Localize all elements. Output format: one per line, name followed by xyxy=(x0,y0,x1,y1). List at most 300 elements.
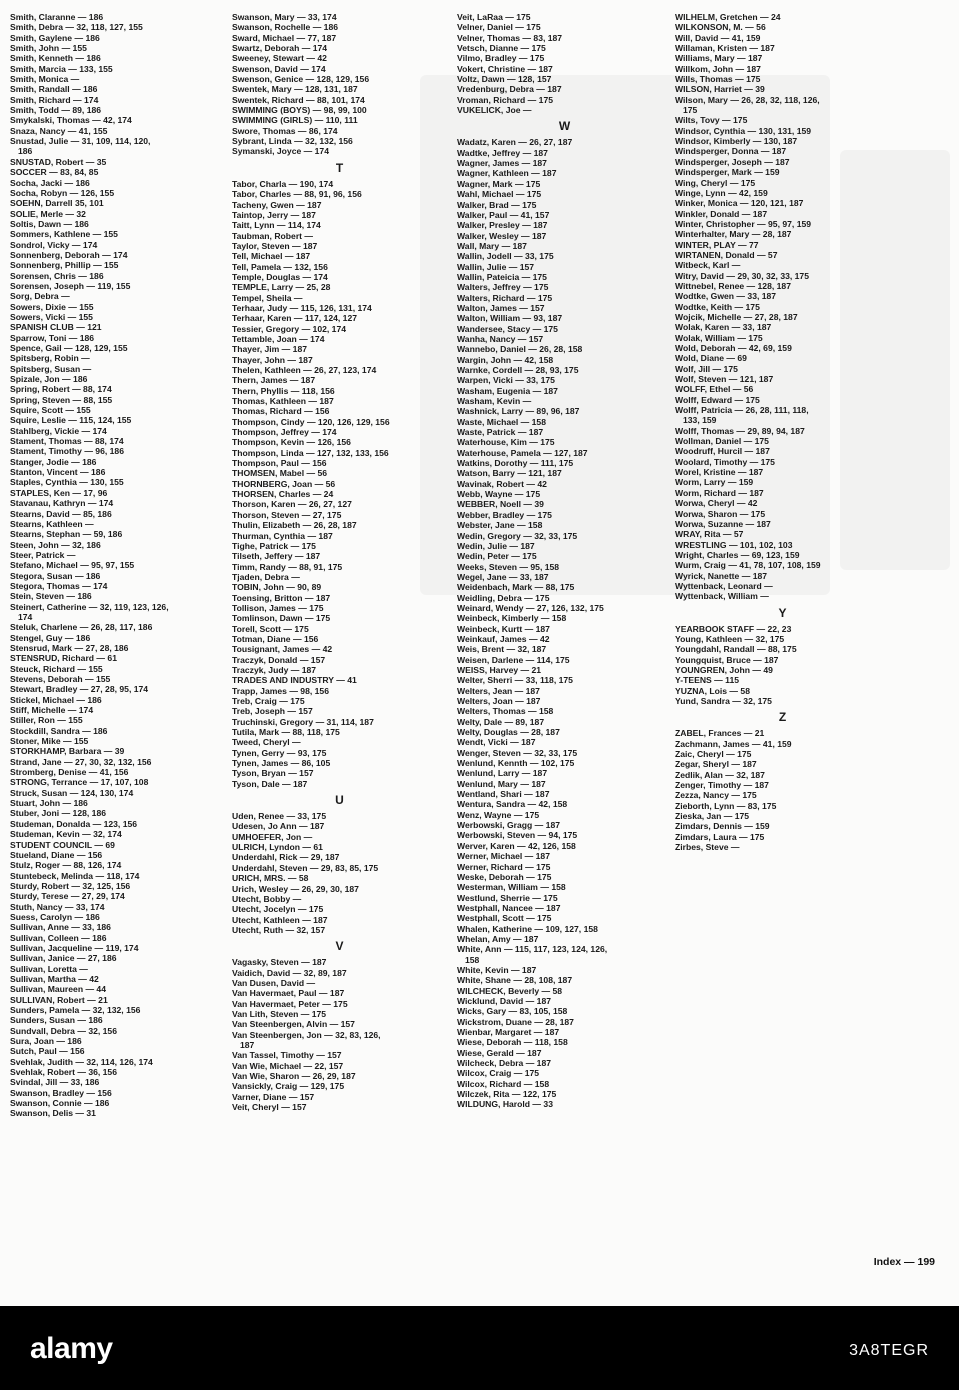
index-entry: Waterhouse, Pamela — 127, 187 xyxy=(457,447,588,458)
index-entry: Soltis, Dawn — 186 xyxy=(10,218,89,229)
index-entry: Welty, Dale — 89, 187 xyxy=(457,716,545,727)
index-entry: Wenger, Steven — 32, 33, 175 xyxy=(457,747,578,758)
index-entry: Swanson, Delis — 31 xyxy=(10,1108,96,1119)
index-entry: Velner, Thomas — 83, 187 xyxy=(457,32,563,43)
index-entry: Sura, Joan — 186 xyxy=(10,1036,82,1047)
index-entry: Wolak, Karen — 33, 187 xyxy=(675,322,772,333)
index-entry: Terhaar, Judy — 115, 126, 131, 174 xyxy=(232,302,372,313)
index-entry: Weinkauf, James — 42 xyxy=(457,633,550,644)
index-entry: Wills, Thomas — 175 xyxy=(675,74,761,85)
index-entry: Taylor, Steven — 187 xyxy=(232,240,318,251)
index-entry: Spring, Steven — 88, 155 xyxy=(10,394,113,405)
index-entry: Snustad, Julie — 31, 109, 114, 120, xyxy=(10,136,151,147)
index-entry: Webster, Jane — 158 xyxy=(457,520,543,531)
index-entry: Stefano, Michael — 95, 97, 155 xyxy=(10,560,135,571)
index-entry: UMHOEFER, Jon — xyxy=(232,831,313,842)
index-entry: SWIMMING (BOYS) — 98, 99, 100 xyxy=(232,105,367,116)
index-entry: Thurman, Cynthia — 187 xyxy=(232,530,333,541)
index-entry-continuation: 133, 159 xyxy=(683,415,717,426)
index-entry: Smith, Gaylene — 186 xyxy=(10,32,100,43)
index-entry: Washnick, Larry — 89, 96, 187 xyxy=(457,406,580,417)
index-column-1 xyxy=(10,12,225,1119)
index-entry: ULRICH, Lyndon — 61 xyxy=(232,842,323,853)
index-entry: Stiller, Ron — 155 xyxy=(10,715,83,726)
index-entry: SNUSTAD, Robert — 35 xyxy=(10,156,107,167)
index-entry: Stuntebeck, Melinda — 118, 174 xyxy=(10,870,140,881)
index-entry: Stockdill, Sandra — 186 xyxy=(10,725,108,736)
index-entry: Whelan, Amy — 187 xyxy=(457,933,539,944)
index-entry: Woolard, Timothy — 175 xyxy=(675,456,775,467)
index-column-2 xyxy=(232,12,447,1112)
index-entry: Windsperger, Joseph — 187 xyxy=(675,156,790,167)
index-entry: Smith, Todd — 89, 186 xyxy=(10,105,102,116)
index-entry: Socha, Robyn — 126, 155 xyxy=(10,187,115,198)
index-entry: Stoner, Mike — 155 xyxy=(10,736,89,747)
index-entry: Woodruff, Hurcil — 187 xyxy=(675,446,770,457)
index-entry-continuation: 158 xyxy=(465,954,480,965)
index-entry: Stahlberg, Vickie — 174 xyxy=(10,425,107,436)
section-letter-heading: U xyxy=(335,793,344,808)
index-entry: Thayer, John — 187 xyxy=(232,354,313,365)
index-entry-continuation: 175 xyxy=(683,105,698,116)
index-entry: Sowers, Dixie — 155 xyxy=(10,301,94,312)
index-entry: Williams, Mary — 187 xyxy=(675,53,763,64)
index-entry: Worwa, Sharon — 175 xyxy=(675,508,766,519)
index-entry: Tabor, Charla — 190, 174 xyxy=(232,178,334,189)
index-entry: Tutila, Mark — 88, 118, 175 xyxy=(232,727,340,738)
index-entry: Timm, Randy — 88, 91, 175 xyxy=(232,561,343,572)
index-entry: Wicklund, David — 187 xyxy=(457,995,552,1006)
index-entry: Thayer, Jim — 187 xyxy=(232,344,307,355)
index-entry: Walters, Jeffrey — 175 xyxy=(457,282,549,293)
index-entry: Smykalski, Thomas — 42, 174 xyxy=(10,115,132,126)
index-entry: Wing, Cheryl — 175 xyxy=(675,177,756,188)
index-entry: Vredenburg, Debra — 187 xyxy=(457,84,562,95)
index-entry: Uden, Renee — 33, 175 xyxy=(232,811,327,822)
index-entry: Svehlak, Robert — 36, 156 xyxy=(10,1067,117,1078)
index-entry: WILCHECK, Beverly — 58 xyxy=(457,985,563,996)
index-entry: Tettamble, Joan — 174 xyxy=(232,333,325,344)
index-entry: Winker, Monica — 120, 121, 187 xyxy=(675,198,804,209)
index-entry: Wienbar, Margaret — 187 xyxy=(457,1027,560,1037)
index-entry: Voltz, Dawn — 128, 157 xyxy=(457,74,552,85)
index-entry: TEMPLE, Larry — 25, 28 xyxy=(232,282,331,293)
index-entry: Stulz, Roger — 88, 126, 174 xyxy=(10,860,122,871)
index-entry: Will, David — 41, 159 xyxy=(675,32,761,43)
index-entry: Stickel, Michael — 186 xyxy=(10,694,102,705)
index-entry: Zimdars, Dennis — 159 xyxy=(675,821,770,832)
index-entry: Swenson, Genice — 128, 129, 156 xyxy=(232,74,370,85)
index-entry: Zieska, Jan — 175 xyxy=(675,811,750,822)
index-entry: Suess, Carolyn — 186 xyxy=(10,911,100,922)
index-entry: Thompson, Jeffrey — 174 xyxy=(232,427,337,438)
index-entry: Treb, Craig — 175 xyxy=(232,696,305,706)
index-entry: VUKELICK, Joe — xyxy=(457,105,532,116)
index-entry: WOLFF, Ethel — 56 xyxy=(675,384,754,395)
index-entry: Smith, Claranne — 186 xyxy=(10,12,104,22)
index-entry: Sullivan, Loretta — xyxy=(10,963,88,974)
index-entry: Sullivan, Colleen — 186 xyxy=(10,932,107,943)
index-entry: Sunders, Susan — 186 xyxy=(10,1015,103,1026)
index-entry: Spizale, Jon — 186 xyxy=(10,374,88,385)
index-entry: WEISS, Harvey — 21 xyxy=(457,664,542,675)
index-entry: Terhaar, Karen — 117, 124, 127 xyxy=(232,313,358,324)
index-entry: Sullivan, Martha — 42 xyxy=(10,973,99,984)
index-entry: STORKHAMP, Barbara — 39 xyxy=(10,746,125,757)
index-entry: Weinard, Wendy — 27, 126, 132, 175 xyxy=(457,602,604,613)
index-entry: Smith, Monica — xyxy=(10,74,80,85)
index-entry: Weske, Deborah — 175 xyxy=(457,871,552,882)
index-entry: Steluk, Charlene — 26, 28, 117, 186 xyxy=(10,622,153,633)
index-entry: Wargin, John — 42, 158 xyxy=(457,354,554,365)
section-letter-heading: V xyxy=(335,939,344,954)
index-entry: Y-TEENS — 115 xyxy=(675,675,740,686)
index-entry: Worwa, Suzanne — 187 xyxy=(675,518,771,529)
index-entry: WILKONSON, M. — 56 xyxy=(675,22,766,33)
index-entry: Stewart, Bradley — 27, 28, 95, 174 xyxy=(10,684,149,695)
index-entry: Wyrick, Nanette — 187 xyxy=(675,570,768,581)
index-entry: THOMSEN, Mabel — 56 xyxy=(232,468,328,479)
index-entry: URICH, MRS. — 58 xyxy=(232,873,309,884)
index-entry: SOEHN, Darrell 35, 101 xyxy=(10,198,104,209)
index-entry: Snaza, Nancy — 41, 155 xyxy=(10,125,108,136)
index-entry: Squire, Scott — 155 xyxy=(10,405,91,416)
index-entry: Van Wie, Sharon — 26, 29, 187 xyxy=(232,1071,356,1081)
index-entry: Svehlak, Judith — 32, 114, 126, 174 xyxy=(10,1056,153,1067)
index-entry: SOLIE, Merle — 32 xyxy=(10,208,86,219)
index-entry: Sorensen, Chris — 186 xyxy=(10,270,104,281)
index-entry: Smith, Richard — 174 xyxy=(10,94,99,105)
index-entry: Waste, Patrick — 187 xyxy=(457,427,544,438)
index-entry: Vroman, Richard — 175 xyxy=(457,94,553,105)
index-entry: Wilcox, Craig — 175 xyxy=(457,1068,540,1079)
index-entry: Steinert, Catherine — 32, 119, 123, 126, xyxy=(10,601,169,612)
index-entry: Webber, Bradley — 175 xyxy=(457,509,552,520)
index-entry: Spring, Robert — 88, 174 xyxy=(10,384,112,395)
index-entry: Trapp, James — 98, 156 xyxy=(232,685,329,696)
index-entry: Veit, Cheryl — 157 xyxy=(232,1102,307,1113)
index-entry: Spitsberg, Robin — xyxy=(10,353,90,364)
index-entry: Wadatz, Karen — 26, 27, 187 xyxy=(457,137,573,148)
index-entry: Youngdahl, Randall — 88, 175 xyxy=(675,644,797,655)
index-entry: Symanski, Joyce — 174 xyxy=(232,146,329,157)
index-entry: Weinbeck, Kimberly — 158 xyxy=(457,613,567,624)
index-entry: Wolff, Edward — 175 xyxy=(675,394,760,405)
index-entry: Wiese, Gerald — 187 xyxy=(457,1047,542,1058)
index-entry: Van Dusen, David — xyxy=(232,977,316,988)
index-entry: Van Wie, Michael — 22, 157 xyxy=(232,1060,344,1071)
index-entry: Werner, Richard — 175 xyxy=(457,861,551,872)
index-entry: Swentek, Mary — 128, 131, 187 xyxy=(232,84,358,95)
index-entry: Urich, Wesley — 26, 29, 30, 187 xyxy=(232,883,359,894)
index-entry: STENSRUD, Richard — 61 xyxy=(10,653,117,664)
index-entry: Sutch, Paul — 156 xyxy=(10,1046,85,1057)
index-entry: Walker, Wesley — 187 xyxy=(457,230,547,241)
index-entry: Weidenbach, Mark — 88, 175 xyxy=(457,582,575,593)
index-entry: THORSEN, Charles — 24 xyxy=(232,489,334,500)
index-entry: Sybrant, Linda — 32, 132, 156 xyxy=(232,136,353,147)
index-entry: Wentura, Sandra — 42, 158 xyxy=(457,799,568,810)
index-entry: Stromberg, Denise — 41, 156 xyxy=(10,767,129,778)
index-entry: Washam, Eugenia — 187 xyxy=(457,385,558,396)
index-entry: SOCCER — 83, 84, 85 xyxy=(10,167,99,178)
index-entry: Zezza, Nancy — 175 xyxy=(675,790,757,801)
index-entry: Wolak, William — 175 xyxy=(675,332,763,343)
index-entry: Thompson, Kevin — 126, 156 xyxy=(232,437,351,448)
index-entry: Tousignant, James — 42 xyxy=(232,644,333,655)
index-entry: Wegel, Jane — 33, 187 xyxy=(457,571,549,582)
index-entry: Tollison, James — 175 xyxy=(232,602,324,613)
index-entry: Tempel, Sheila — xyxy=(232,292,303,303)
index-entry: Westerman, William — 158 xyxy=(457,882,566,893)
index-entry: Warnke, Cordell — 28, 93, 175 xyxy=(457,365,579,375)
index-entry: YOUNGREN, John — 49 xyxy=(675,664,773,675)
index-entry: Van Steenbergen, Jon — 32, 83, 126, xyxy=(232,1029,381,1040)
index-entry: Sullivan, Jacqueline — 119, 174 xyxy=(10,942,139,953)
index-entry: Webb, Wayne — 175 xyxy=(457,489,541,500)
index-entry: WIRTANEN, Donald — 57 xyxy=(675,249,778,260)
index-entry: TOBIN, John — 90, 89 xyxy=(232,582,322,593)
index-entry: Sunders, Pamela — 32, 132, 156 xyxy=(10,1005,141,1015)
index-entry: Wanha, Nancy — 157 xyxy=(457,333,544,344)
index-entry: Worm, Richard — 187 xyxy=(675,487,764,498)
index-entry: Stearns, Stephan — 59, 186 xyxy=(10,529,123,540)
index-entry: Zieborth, Lynn — 83, 175 xyxy=(675,800,777,811)
index-entry: Stament, Timothy — 96, 186 xyxy=(10,446,124,457)
index-entry: Sorensen, Joseph — 119, 155 xyxy=(10,280,131,291)
index-entry: Stuth, Nancy — 33, 174 xyxy=(10,901,105,912)
index-entry: Studeman, Kevin — 32, 174 xyxy=(10,829,122,840)
index-entry: Winge, Lynn — 42, 159 xyxy=(675,187,768,198)
index-entry: Wallin, Jodell — 33, 175 xyxy=(457,251,554,262)
index-entry: Swentek, Richard — 88, 101, 174 xyxy=(232,94,365,105)
index-entry: Struck, Susan — 124, 130, 174 xyxy=(10,787,134,798)
index-entry: Weinbeck, Kurtt — 187 xyxy=(457,623,550,634)
index-entry: Wyttenback, William — xyxy=(675,591,769,602)
index-entry: Vagasky, Steven — 187 xyxy=(232,957,327,968)
index-entry: Werner, Michael — 187 xyxy=(457,851,550,862)
index-entry: Winterhalter, Mary — 28, 187 xyxy=(675,229,792,240)
index-entry: Wurm, Craig — 41, 78, 107, 108, 159 xyxy=(675,560,821,571)
index-entry-continuation: 174 xyxy=(18,611,33,622)
index-entry: Sowers, Vicki — 155 xyxy=(10,311,93,322)
index-entry: Zaic, Cheryl — 175 xyxy=(675,749,752,760)
index-entry: Swore, Thomas — 86, 174 xyxy=(232,125,338,136)
index-entry: Walker, Presley — 187 xyxy=(457,220,548,231)
index-entry: Worel, Kristine — 187 xyxy=(675,467,764,478)
index-entry: SULLIVAN, Robert — 21 xyxy=(10,994,108,1005)
index-entry: Wilson, Mary — 26, 28, 32, 118, 126, xyxy=(675,94,820,105)
index-entry: Utecht, Bobby — xyxy=(232,893,302,904)
index-entry: Werbowski, Steven — 94, 175 xyxy=(457,830,578,841)
index-entry: Zegar, Sheryl — 187 xyxy=(675,759,757,770)
index-entry: White, Shane — 28, 108, 187 xyxy=(457,975,573,986)
index-entry: Young, Kathleen — 32, 175 xyxy=(675,633,785,644)
index-entry: Weisen, Darlene — 114, 175 xyxy=(457,654,570,665)
index-entry: Steer, Patrick — xyxy=(10,549,76,560)
index-entry: Wallin, Pateicia — 175 xyxy=(457,271,547,282)
index-entry: Stein, Steven — 186 xyxy=(10,591,92,602)
index-entry: Yund, Sandra — 32, 175 xyxy=(675,696,772,706)
index-entry: Stuber, Joni — 128, 186 xyxy=(10,808,107,819)
index-entry: Totman, Diane — 156 xyxy=(232,633,319,644)
index-entry: Van Havermaet, Peter — 175 xyxy=(232,998,348,1009)
index-entry: Wickstrom, Duane — 28, 187 xyxy=(457,1016,574,1027)
index-entry: Willaman, Kristen — 187 xyxy=(675,43,775,54)
index-entry: Windsor, Kimberly — 130, 187 xyxy=(675,136,798,147)
index-entry: Thomas, Richard — 156 xyxy=(232,406,330,417)
index-entry: Wolff, Thomas — 29, 89, 94, 187 xyxy=(675,425,805,436)
index-entry: Stegora, Thomas — 174 xyxy=(10,580,108,591)
index-entry: Tilseth, Jeffery — 187 xyxy=(232,551,321,562)
index-entry: TRADES AND INDUSTRY — 41 xyxy=(232,675,357,686)
index-entry: Stearns, David — 85, 186 xyxy=(10,508,112,519)
index-entry: Smith, Marcia — 133, 155 xyxy=(10,63,113,74)
index-entry: Tessier, Gregory — 102, 174 xyxy=(232,323,347,334)
index-entry: Witbeck, Karl — xyxy=(675,260,741,271)
index-entry: Wojcik, Michelle — 27, 28, 187 xyxy=(675,311,798,322)
index-entry: SWIMMING (GIRLS) — 110, 111 xyxy=(232,115,358,126)
index-entry: Sturdy, Robert — 32, 125, 156 xyxy=(10,880,131,891)
index-entry: Steen, John — 32, 186 xyxy=(10,539,101,550)
index-entry: ZABEL, Frances — 21 xyxy=(675,728,765,739)
alamy-logo: alamy xyxy=(30,1332,113,1365)
index-entry: Wenlund, Larry — 187 xyxy=(457,768,548,779)
index-entry: Tell, Michael — 187 xyxy=(232,251,311,262)
index-entry: Tacheny, Gwen — 187 xyxy=(232,199,322,210)
index-entry: Welters, Jean — 187 xyxy=(457,685,540,696)
index-entry: WINTER, PLAY — 77 xyxy=(675,239,759,250)
index-entry: Underdahl, Steven — 29, 83, 85, 175 xyxy=(232,862,379,873)
index-entry: Zedlik, Alan — 32, 187 xyxy=(675,769,765,780)
index-entry: Van Lith, Steven — 175 xyxy=(232,1008,327,1019)
index-entry: White, Kevin — 187 xyxy=(457,964,537,975)
index-entry: Winter, Christopher — 95, 97, 159 xyxy=(675,218,812,229)
index-entry: Walker, Paul — 41, 157 xyxy=(457,209,550,220)
section-letter-heading: Y xyxy=(778,605,787,620)
index-entry: Wandersee, Stacy — 175 xyxy=(457,323,558,334)
index-entry: Van Tassel, Timothy — 157 xyxy=(232,1050,342,1061)
index-entry: Wall, Mary — 187 xyxy=(457,240,527,251)
index-entry: Winkler, Donald — 187 xyxy=(675,208,768,219)
index-entry: Sonnenberg, Deborah — 174 xyxy=(10,249,128,260)
index-entry: Wendt, Vicki — 187 xyxy=(457,737,536,748)
index-entry: Wedin, Peter — 175 xyxy=(457,551,537,562)
index-entry: WILDUNG, Harold — 33 xyxy=(457,1099,553,1110)
index-entry: Wyttenback, Leonard — xyxy=(675,580,773,591)
index-entry: Wenz, Wayne — 175 xyxy=(457,809,540,820)
index-entry: Sturdy, Terese — 27, 29, 174 xyxy=(10,891,125,902)
index-entry: Thompson, Cindy — 120, 126, 129, 156 xyxy=(232,416,390,427)
index-entry: Tabor, Charles — 88, 91, 96, 156 xyxy=(232,189,362,200)
index-entry: Welter, Sherri — 33, 118, 175 xyxy=(457,675,573,686)
index-entry: Westphall, Scott — 175 xyxy=(457,913,552,924)
index-entry: Worm, Larry — 159 xyxy=(675,477,754,488)
index-entry: Sparrow, Toni — 186 xyxy=(10,332,95,343)
index-entry: Svindal, Jill — 33, 186 xyxy=(10,1077,100,1088)
index-entry: Welty, Douglas — 28, 187 xyxy=(457,727,560,738)
index-entry: Vilmo, Bradley — 175 xyxy=(457,53,545,64)
index-entry: Zirbes, Steve — xyxy=(675,842,740,853)
index-entry: Vaidich, David — 32, 89, 187 xyxy=(232,967,347,978)
index-entry: Stiff, Michelle — 174 xyxy=(10,705,94,716)
index-entry: Wadtke, Jeffrey — 187 xyxy=(457,147,548,158)
index-entry: Wenlund, Mary — 187 xyxy=(457,778,546,789)
index-entry: Swenson, David — 174 xyxy=(232,63,326,74)
index-entry: WILHELM, Gretchen — 24 xyxy=(675,12,781,22)
index-entry: Taitt, Lynn — 114, 174 xyxy=(232,220,321,231)
index-entry: Stensrud, Mark — 27, 28, 186 xyxy=(10,642,129,653)
index-entry: Vetsch, Dianne — 175 xyxy=(457,43,546,54)
index-entry: Washam, Kevin — xyxy=(457,396,532,407)
index-entry: STAPLES, Ken — 17, 96 xyxy=(10,487,108,498)
index-entry: Thelen, Kathleen — 26, 27, 123, 174 xyxy=(232,365,377,375)
index-entry: Westlund, Sherrie — 175 xyxy=(457,892,558,903)
index-entry: Torell, Scott — 175 xyxy=(232,623,309,634)
index-entry: Stearns, Kathleen — xyxy=(10,518,94,529)
index-entry: Stavanau, Kathryn — 174 xyxy=(10,498,114,509)
index-entry: YEARBOOK STAFF — 22, 23 xyxy=(675,623,792,634)
index-entry: Sorg, Debra — xyxy=(10,291,70,302)
index-entry: Whalen, Katherine — 109, 127, 158 xyxy=(457,923,598,934)
index-entry: Thern, Phyllis — 118, 156 xyxy=(232,385,335,396)
index-entry: Truchinski, Gregory — 31, 114, 187 xyxy=(232,716,374,727)
index-entry: Weeks, Steven — 95, 158 xyxy=(457,561,560,572)
index-entry: Sondrol, Vicky — 174 xyxy=(10,239,98,250)
index-entry: WILSON, Harriet — 39 xyxy=(675,84,765,95)
index-entry: Sweeney, Stewart — 42 xyxy=(232,53,327,64)
index-column-3 xyxy=(457,12,672,1110)
index-entry: Toensing, Britton — 187 xyxy=(232,592,331,603)
index-entry: Sward, Michael — 77, 187 xyxy=(232,32,337,43)
index-entry: Windsperger, Donna — 187 xyxy=(675,146,787,157)
index-entry: Tynen, Gerry — 93, 175 xyxy=(232,747,327,758)
index-entry: Tyson, Bryan — 157 xyxy=(232,768,314,779)
section-letter-heading: T xyxy=(335,160,344,175)
index-entry: Traczyk, Donald — 157 xyxy=(232,654,326,665)
index-entry: Welters, Joan — 187 xyxy=(457,696,541,706)
index-entry: Wicks, Gary — 83, 105, 158 xyxy=(457,1006,568,1017)
index-entry: Thern, James — 187 xyxy=(232,375,316,386)
index-entry: Wold, Diane — 69 xyxy=(675,353,747,364)
index-entry: Sommers, Kathlene — 155 xyxy=(10,229,118,240)
index-entry: Wagner, Kathleen — 187 xyxy=(457,168,557,179)
section-letter-heading: W xyxy=(558,119,571,134)
index-entry: Van Steenbergen, Alvin — 157 xyxy=(232,1019,355,1030)
index-entry: Stevens, Deborah — 155 xyxy=(10,674,111,684)
index-entry: Thomas, Kathleen — 187 xyxy=(232,396,334,407)
index-entry: Spitsberg, Susan — xyxy=(10,363,92,374)
index-entry: Smith, Debra — 32, 118, 127, 155 xyxy=(10,22,143,33)
index-entry: Wittnebel, Renee — 128, 187 xyxy=(675,280,791,291)
index-entry: Willkom, John — 187 xyxy=(675,63,761,74)
index-entry: Swanson, Connie — 186 xyxy=(10,1098,110,1109)
index-entry: WRESTLING — 101, 102, 103 xyxy=(675,539,793,550)
index-entry: Warpen, Vicki — 33, 175 xyxy=(457,375,555,386)
index-entry: Tweed, Cheryl — xyxy=(232,737,301,748)
index-entry: Tynen, James — 86, 105 xyxy=(232,758,331,769)
index-entry: Waterhouse, Kim — 175 xyxy=(457,437,555,448)
index-entry: Wollman, Daniel — 175 xyxy=(675,436,769,447)
index-entry: Smith, Randall — 186 xyxy=(10,84,98,95)
index-entry: Stengel, Guy — 186 xyxy=(10,632,91,643)
index-entry: Wagner, Mark — 175 xyxy=(457,178,541,189)
index-entry: Tell, Pamela — 132, 156 xyxy=(232,261,328,272)
index-entry: Traczyk, Judy — 187 xyxy=(232,664,317,675)
index-entry: Studeman, Donalda — 123, 156 xyxy=(10,818,138,829)
index-entry: Velner, Daniel — 175 xyxy=(457,22,541,33)
index-entry: Wavinak, Robert — 42 xyxy=(457,478,547,489)
